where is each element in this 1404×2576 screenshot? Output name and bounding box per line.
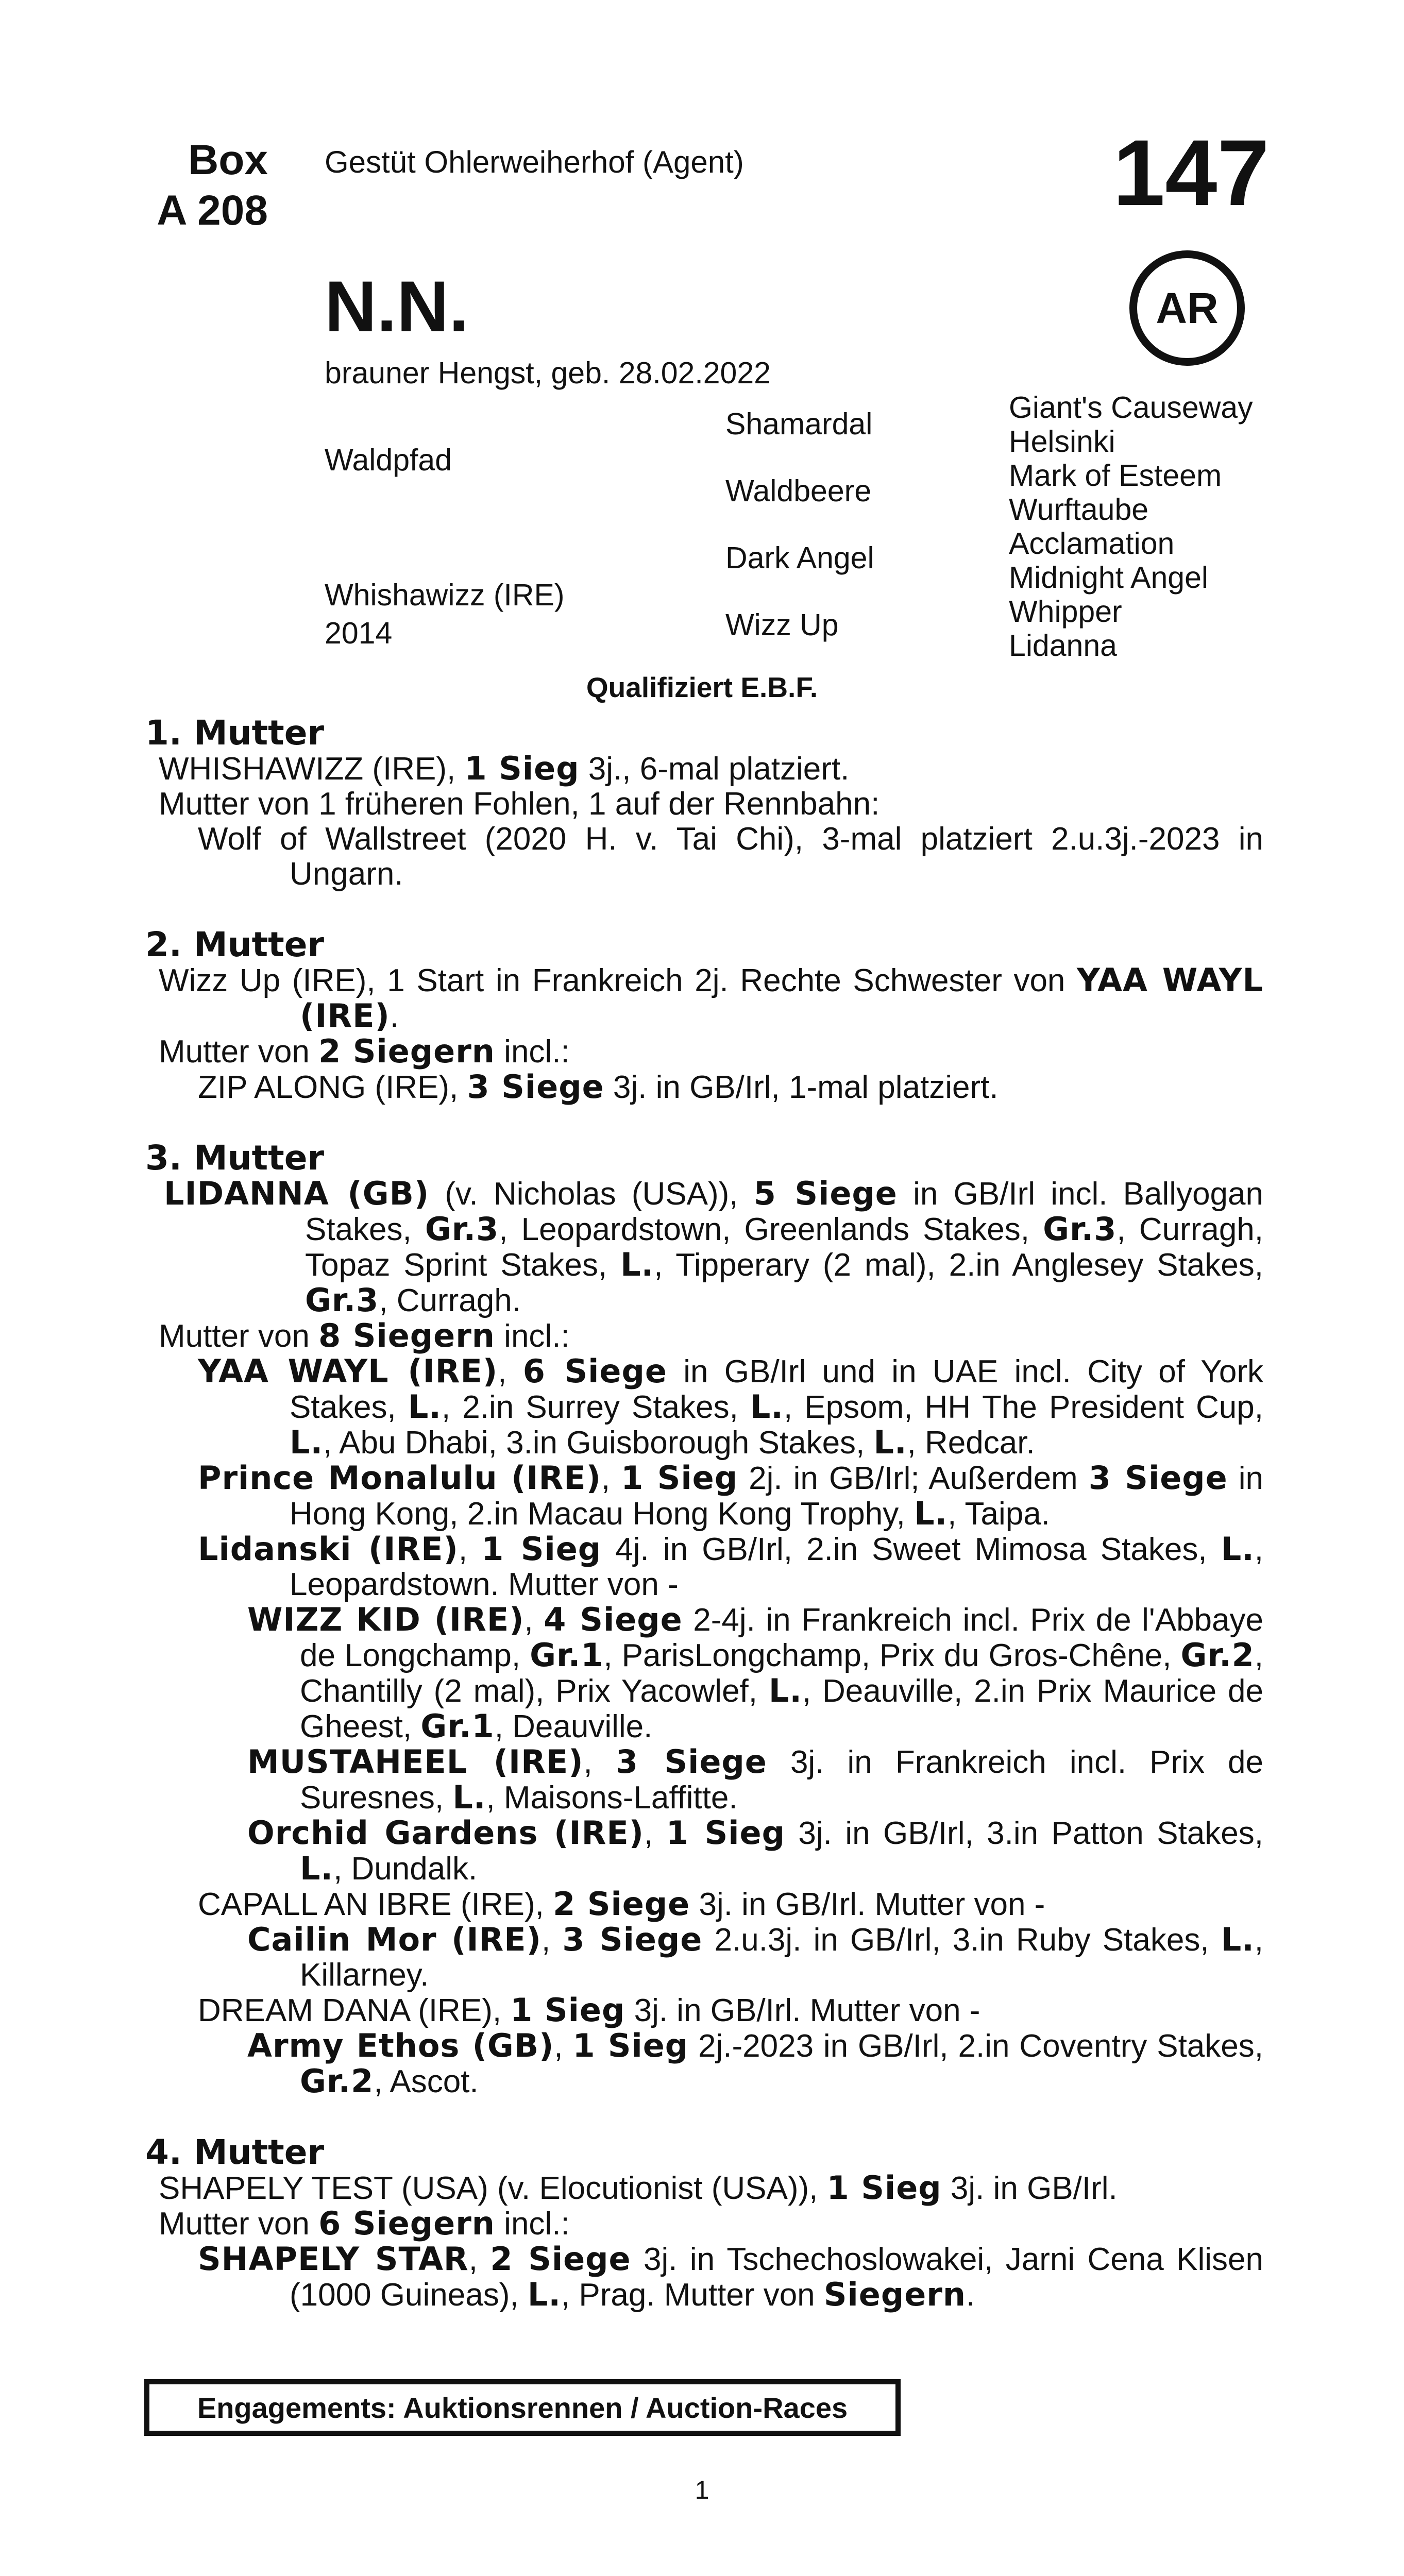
produce-summary: Mutter von 6 Siegern incl.:: [159, 2205, 570, 2242]
pedigree-gen3-item: Midnight Angel: [1009, 561, 1209, 595]
pedigree-gen3-item: Giant's Causeway: [1009, 391, 1253, 425]
section-heading: 2. Mutter: [145, 925, 325, 964]
pedigree-gen3-item: Helsinki: [1009, 425, 1115, 459]
section-mutter-4: [145, 2134, 1263, 2313]
pedigree-gen3-item: Wurftaube: [1009, 493, 1149, 527]
produce-entry: YAA WAYL (IRE), 6 Siege in GB/Irl und in UAE incl. City of York Stakes, L., 2.in Surrey Stakes, L., Epsom, HH The President Cup, L., Abu Dhabi, 3.in Guisborough Stakes, L., Redcar.: [198, 1352, 1263, 1461]
produce-entry: Prince Monalulu (IRE), 1 Sieg 2j. in GB/Irl; Außerdem 3 Siege in Hong Kong, 2.in Macau Hong Kong Trophy, L., Taipa.: [198, 1459, 1263, 1532]
section-mutter-3: [145, 1140, 1263, 2099]
produce-entry: ZIP ALONG (IRE), 3 Siege 3j. in GB/Irl, 1-mal platziert.: [198, 1068, 999, 1106]
produce-summary: Mutter von 2 Siegern incl.:: [159, 1032, 570, 1070]
grand-produce-entry: Cailin Mor (IRE), 3 Siege 2.u.3j. in GB/Irl, 3.in Ruby Stakes, L., Killarney.: [247, 1921, 1263, 1993]
engagements-box: [144, 2379, 901, 2436]
pedigree-dam-sire: Dark Angel: [725, 541, 874, 575]
grand-produce-entry: WIZZ KID (IRE), 4 Siege 2-4j. in Frankreich incl. Prix de l'Abbaye de Longchamp, Gr.1, ParisLongchamp, Prix du Gros-Chêne, Gr.2, Chantilly (2 mal), Prix Yacowlef, L., Deauville, 2.in Prix Maurice de Gheest, Gr.1, Deauville.: [247, 1601, 1264, 1745]
pedigree-dam-dam: Wizz Up: [725, 608, 839, 642]
grand-produce-entry: Orchid Gardens (IRE), 1 Sieg 3j. in GB/Irl, 3.in Patton Stakes, L., Dundalk.: [247, 1814, 1264, 1887]
pedigree-sire-dam: Waldbeere: [725, 474, 872, 508]
ar-badge-text: AR: [1156, 283, 1219, 332]
horse-name: N.N.: [325, 266, 469, 347]
box-label: Box: [188, 137, 268, 183]
pedigree-sire: Waldpfad: [325, 443, 452, 477]
section-heading: 4. Mutter: [145, 2132, 325, 2172]
section-mutter-2: [145, 927, 1263, 1105]
pedigree-gen3-item: Whipper: [1009, 595, 1122, 629]
section-heading: 3. Mutter: [145, 1138, 325, 1178]
pedigree-gen3-item: Mark of Esteem: [1009, 459, 1222, 493]
dam-record: SHAPELY TEST (USA) (v. Elocutionist (USA)), 1 Sieg 3j. in GB/Irl.: [159, 2169, 1118, 2207]
grand-produce-entry: Army Ethos (GB), 1 Sieg 2j.-2023 in GB/Irl, 2.in Coventry Stakes, Gr.2, Ascot.: [247, 2027, 1263, 2100]
dam-record: Wizz Up (IRE), 1 Start in Frankreich 2j. Rechte Schwester von YAA WAYL (IRE).: [159, 961, 1263, 1035]
box-location: [134, 135, 268, 236]
lot-number: 147: [1113, 120, 1270, 225]
pedigree-gen3-item: Acclamation: [1009, 527, 1175, 561]
produce-summary: Mutter von 1 früheren Fohlen, 1 auf der Rennbahn:: [159, 786, 880, 822]
produce-entry: Lidanski (IRE), 1 Sieg 4j. in GB/Irl, 2.in Sweet Mimosa Stakes, L., Leopardstown. Mutter von -: [198, 1530, 1263, 1602]
produce-entry: CAPALL AN IBRE (IRE), 2 Siege 3j. in GB/Irl. Mutter von -: [198, 1885, 1045, 1923]
pedigree-dam-year: 2014: [325, 616, 393, 650]
produce-entry: SHAPELY STAR, 2 Siege 3j. in Tschechoslowakei, Jarni Cena Klisen (1000 Guineas), L., Prag. Mutter von Siegern.: [198, 2240, 1263, 2313]
pedigree-sire-sire: Shamardal: [725, 407, 873, 441]
dam-line-content: [145, 715, 1263, 2348]
agent: Gestüt Ohlerweiherhof (Agent): [325, 145, 744, 179]
dam-record: LIDANNA (GB) (v. Nicholas (USA)), 5 Siege in GB/Irl incl. Ballyogan Stakes, Gr.3, Leopardstown, Greenlands Stakes, Gr.3, Curragh, Topaz Sprint Stakes, L., Tipperary (2 mal), 2.in Anglesey Stakes, Gr.3, Curragh.: [164, 1175, 1264, 1319]
section-mutter-1: [145, 715, 1263, 892]
page-number: 1: [695, 2476, 709, 2504]
dam-record: WHISHAWIZZ (IRE), 1 Sieg 3j., 6-mal platziert.: [159, 750, 850, 787]
box-number: A 208: [157, 187, 268, 234]
pedigree-dam: Whishawizz (IRE): [325, 578, 565, 612]
section-heading: 1. Mutter: [145, 713, 325, 753]
pedigree-gen3-item: Lidanna: [1009, 629, 1117, 663]
horse-description: brauner Hengst, geb. 28.02.2022: [325, 356, 771, 390]
grand-produce-entry: MUSTAHEEL (IRE), 3 Siege 3j. in Frankreich incl. Prix de Suresnes, L., Maisons-Laffitte.: [247, 1743, 1263, 1816]
produce-entry: Wolf of Wallstreet (2020 H. v. Tai Chi), 3-mal platziert 2.u.3j.-2023 in Ungarn.: [198, 821, 1263, 892]
pedigree-generation-3: [1009, 391, 1253, 663]
produce-summary: Mutter von 8 Siegern incl.:: [159, 1317, 570, 1354]
qualification: Qualifiziert E.B.F.: [586, 671, 818, 703]
produce-entry: DREAM DANA (IRE), 1 Sieg 3j. in GB/Irl. Mutter von -: [198, 1991, 980, 2029]
engagements-text: Engagements: Auktionsrennen / Auction-Races: [197, 2391, 848, 2424]
ar-badge: [1129, 250, 1245, 366]
